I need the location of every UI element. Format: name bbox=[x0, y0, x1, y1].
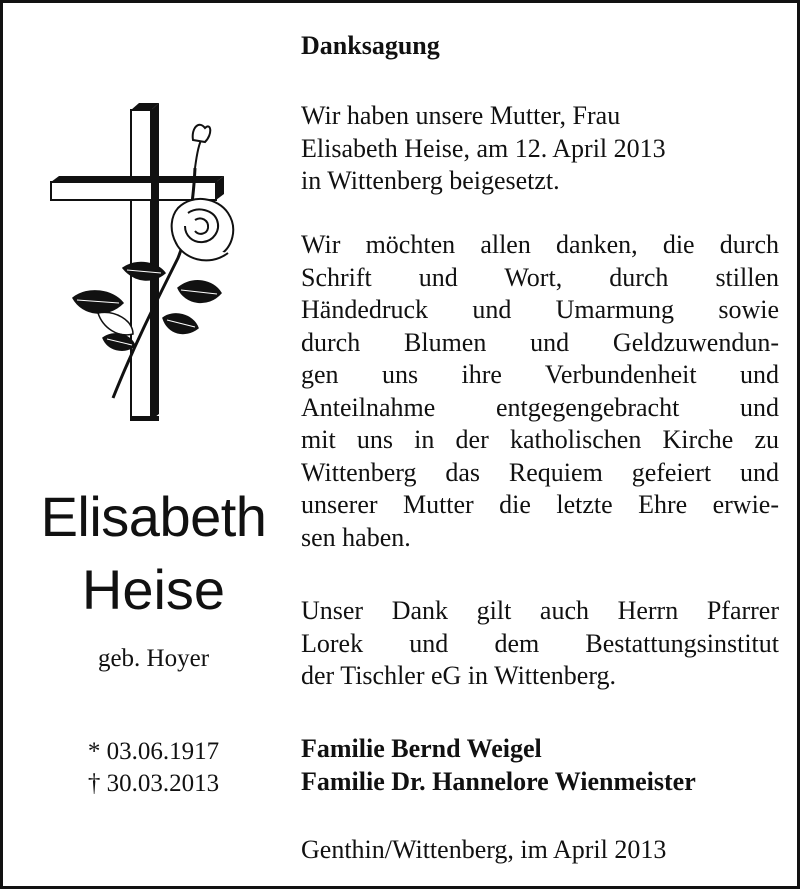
place-and-date: Genthin/Wittenberg, im April 2013 bbox=[301, 835, 667, 864]
life-dates bbox=[21, 736, 286, 800]
text-line: Schrift und Wort, durch stillen bbox=[301, 262, 779, 292]
heading: Danksagung bbox=[301, 31, 440, 60]
text-line: der Tischler eG in Wittenberg. bbox=[301, 661, 617, 690]
text-line: Händedruck und Umarmung sowie bbox=[301, 295, 779, 324]
text-line: unserer Mutter die letzte Ehre erwie- bbox=[301, 490, 779, 519]
family-name: Familie Dr. Hannelore Wienmeister bbox=[301, 766, 696, 796]
text-line: Lorek und dem Bestattungsinstitut bbox=[301, 628, 779, 658]
paragraph-thanks bbox=[301, 229, 779, 554]
paragraph-acknowledgement bbox=[301, 595, 779, 693]
death-date: † 30.03.2013 bbox=[87, 770, 220, 797]
family-name: Familie Bernd Weigel bbox=[301, 734, 542, 763]
text-line: Wittenberg das Requiem gefeiert und bbox=[301, 457, 779, 487]
text-line: gen uns ihre Verbundenheit und bbox=[301, 360, 779, 389]
text-line: Wir möchten allen danken, die durch bbox=[301, 230, 779, 259]
cross-with-rose-icon bbox=[43, 98, 268, 433]
text-line: Elisabeth Heise, am 12. April 2013 bbox=[301, 133, 666, 163]
text-line: durch Blumen und Geldzuwendun- bbox=[301, 327, 779, 357]
maiden-name: geb. Hoyer bbox=[97, 645, 210, 672]
deceased-first-name: Elisabeth bbox=[40, 485, 267, 548]
birth-date: * 03.06.1917 bbox=[87, 738, 220, 765]
text-line: Unser Dank gilt auch Herrn Pfarrer bbox=[301, 596, 779, 625]
text-line: mit uns in der katholischen Kirche zu bbox=[301, 425, 779, 454]
text-line: sen haben. bbox=[301, 522, 411, 552]
text-line: Wir haben unsere Mutter, Frau bbox=[301, 101, 621, 130]
paragraph-burial bbox=[301, 100, 779, 198]
family-signatures bbox=[301, 733, 779, 798]
text-line: Anteilnahme entgegengebracht und bbox=[301, 392, 779, 422]
text-line: in Wittenberg beigesetzt. bbox=[301, 166, 560, 195]
deceased-last-name: Heise bbox=[81, 558, 226, 621]
